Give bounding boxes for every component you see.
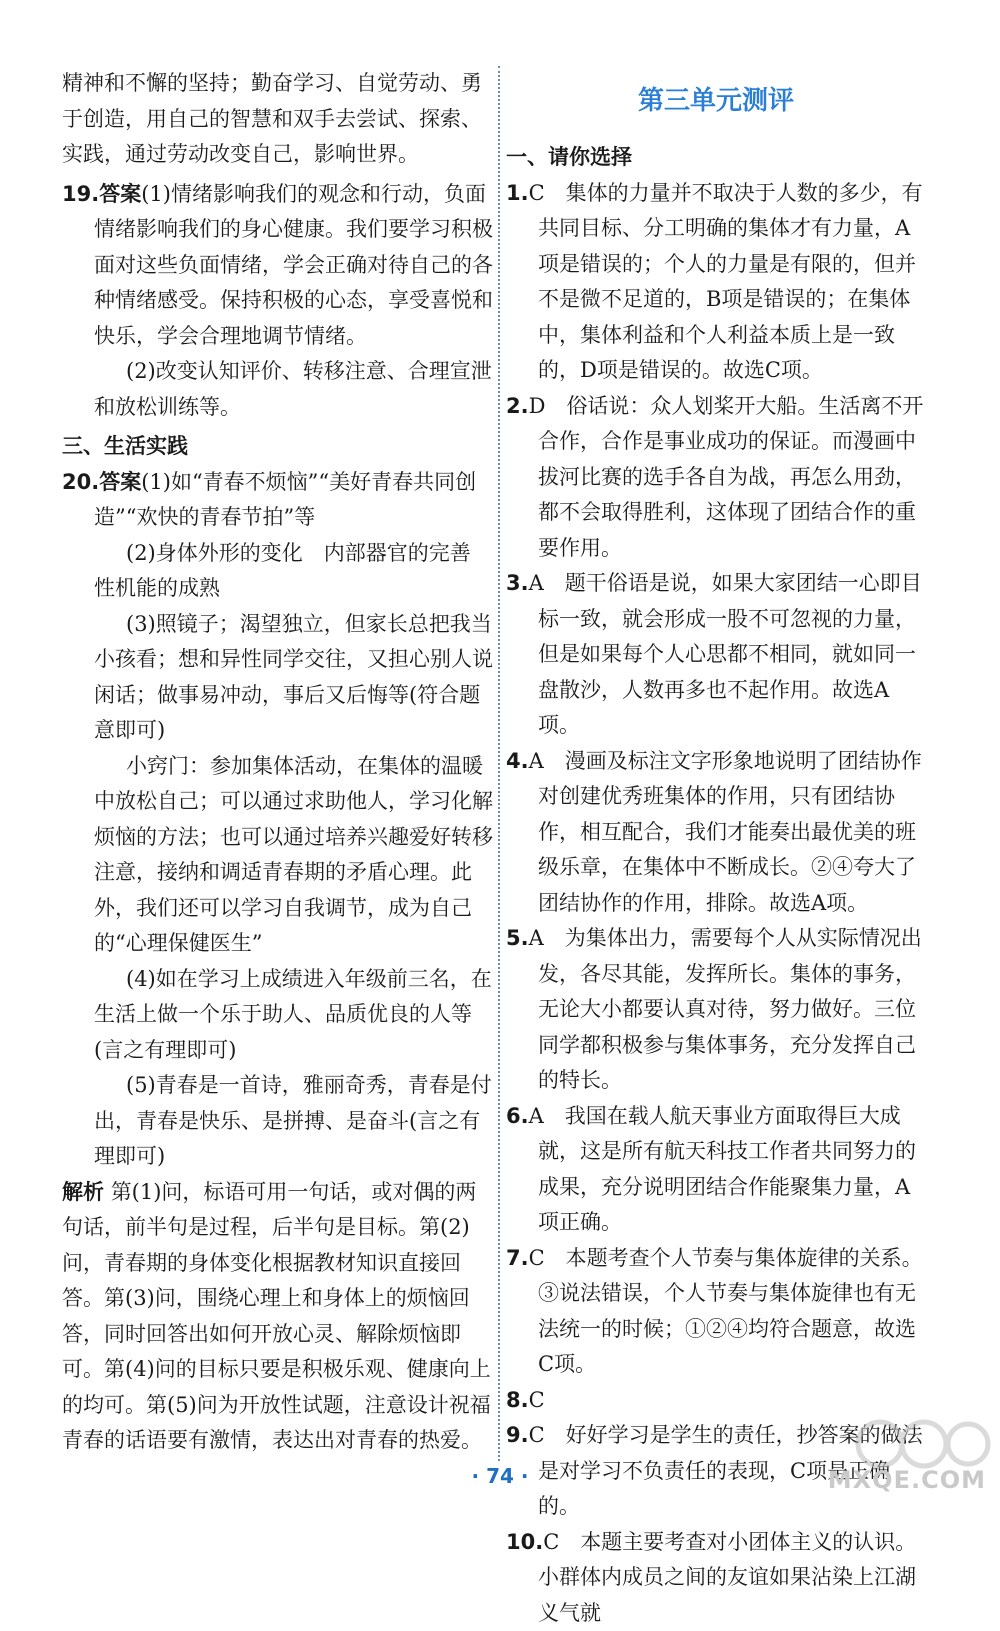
right-column bbox=[506, 66, 926, 1631]
q19-text-1: (1)情绪影响我们的观念和行动，负面情绪影响我们的身心健康。我们要学习积极面对这些负面情绪，学会正确对待自己的各种情绪感受。保持积极的心态，享受喜悦和快乐，学会合理地调节情绪。 bbox=[94, 182, 493, 348]
item-text: 为集体出力，需要每个人从实际情况出发，各尽其能，发挥所长。集体的事务，无论大小都要认真对待，努力做好。三位同学都积极参与集体事务，充分发挥自己的特长。 bbox=[538, 926, 922, 1092]
item-answer: A bbox=[529, 926, 544, 950]
item-number: 1. bbox=[506, 181, 529, 205]
item-text: 本题考查个人节奏与集体旋律的关系。③说法错误，个人节奏与集体旋律也有无法统一的时候；①②④均符合题意，故选C项。 bbox=[538, 1246, 923, 1377]
q20-answer-label: 答案 bbox=[99, 470, 141, 494]
watermark-text: MXQE.COM bbox=[828, 1466, 986, 1494]
item-number: 4. bbox=[506, 749, 529, 773]
item-number: 6. bbox=[506, 1104, 529, 1128]
q20-answer-p1 bbox=[62, 465, 494, 536]
item-answer: C bbox=[529, 1388, 545, 1412]
q19-answer-p2: (2)改变认知评价、转移注意、合理宣泄和放松训练等。 bbox=[62, 354, 494, 425]
answer-item bbox=[506, 921, 926, 1099]
q20-analysis bbox=[62, 1175, 494, 1459]
q20-text-1: (1)如“青春不烦恼”“美好青春共同创造”“欢快的青春节拍”等 bbox=[94, 470, 476, 530]
q20-answer-p2: (2)身体外形的变化 内部器官的完善 性机能的成熟 bbox=[62, 536, 494, 607]
item-number: 10. bbox=[506, 1530, 543, 1554]
item-answer: A bbox=[529, 749, 544, 773]
item-text: 好好学习是学生的责任，抄答案的做法是对学习不负责任的表现，C项是正确的。 bbox=[538, 1423, 923, 1518]
item-text: 本题主要考查对小团体主义的认识。小群体内成员之间的友谊如果沾染上江湖义气就 bbox=[538, 1530, 916, 1625]
continued-paragraph: 精神和不懈的坚持；勤奋学习、自觉劳动、勇于创造，用自己的智慧和双手去尝试、探索、实践，通过劳动改变自己，影响世界。 bbox=[62, 66, 494, 173]
item-text: 集体的力量并不取决于人数的多少，有共同目标、分工明确的集体才有力量，A项是错误的；个人的力量是有限的，但并不是微不足道的，B项是错误的；在集体中，集体利益和个人利益本质上是一致的，D项是错误的。故选C项。 bbox=[538, 181, 923, 383]
answer-item bbox=[506, 744, 926, 922]
q20-answer-p4: 小窍门：参加集体活动，在集体的温暖中放松自己；可以通过求助他人，学习化解烦恼的方法；也可以通过培养兴趣爱好转移注意，接纳和调适青春期的矛盾心理。此外，我们还可以学习自我调节，成为自己的“心理保健医生” bbox=[62, 749, 494, 962]
question-19 bbox=[62, 177, 494, 426]
answer-item bbox=[506, 1241, 926, 1383]
answer-item bbox=[506, 1525, 926, 1631]
q20-answer-p5: (4)如在学习上成绩进入年级前三名，在生活上做一个乐于助人、品质优良的人等(言之有理即可) bbox=[62, 962, 494, 1069]
item-text: 漫画及标注文字形象地说明了团结协作对创建优秀班集体的作用，只有团结协作，相互配合，我们才能奏出最优美的班级乐章，在集体中不断成长。②④夸大了团结协作的作用，排除。故选A项。 bbox=[538, 749, 922, 915]
section-heading-3: 三、生活实践 bbox=[62, 429, 494, 465]
answer-item bbox=[506, 389, 926, 567]
answer-item bbox=[506, 566, 926, 744]
section-heading-1: 一、请你选择 bbox=[506, 140, 926, 176]
item-number: 3. bbox=[506, 571, 529, 595]
item-number: 7. bbox=[506, 1246, 529, 1270]
item-answer: A bbox=[529, 571, 544, 595]
column-divider bbox=[498, 66, 500, 1461]
item-answer: C bbox=[529, 1423, 545, 1447]
question-20 bbox=[62, 465, 494, 1459]
answer-item bbox=[506, 176, 926, 389]
analysis-label: 解析 bbox=[62, 1180, 104, 1204]
q20-number: 20. bbox=[62, 470, 99, 494]
page-number: · 74 · bbox=[0, 1464, 1000, 1488]
q19-answer-label: 答案 bbox=[99, 182, 141, 206]
q20-answer-p6: (5)青春是一首诗，雅丽奇秀，青春是付出，青春是快乐、是拼搏、是奋斗(言之有理即可) bbox=[62, 1068, 494, 1175]
q19-answer-p1 bbox=[62, 177, 494, 355]
q20-answer-p3: (3)照镜子；渴望独立，但家长总把我当小孩看；想和异性同学交往，又担心别人说闲话；做事易冲动，事后又后悔等(符合题意即可) bbox=[62, 607, 494, 749]
item-text: 题干俗语是说，如果大家团结一心即目标一致，就会形成一股不可忽视的力量，但是如果每个人心思都不相同，就如同一盘散沙，人数再多也不起作用。故选A项。 bbox=[538, 571, 922, 737]
item-answer: C bbox=[543, 1530, 559, 1554]
item-number: 2. bbox=[506, 394, 529, 418]
item-answer: D bbox=[529, 394, 546, 418]
unit-title: 第三单元测评 bbox=[506, 66, 926, 136]
item-number: 8. bbox=[506, 1388, 529, 1412]
left-column bbox=[62, 66, 494, 1459]
item-answer: C bbox=[529, 1246, 545, 1270]
item-answer: C bbox=[529, 181, 545, 205]
q19-number: 19. bbox=[62, 182, 99, 206]
item-text: 我国在载人航天事业方面取得巨大成就，这是所有航天科技工作者共同努力的成果，充分说明团结合作能聚集力量，A项正确。 bbox=[538, 1104, 916, 1235]
item-answer: A bbox=[529, 1104, 544, 1128]
item-number: 5. bbox=[506, 926, 529, 950]
analysis-text: 第(1)问，标语可用一句话，或对偶的两句话，前半句是过程，后半句是目标。第(2)问，青春期的身体变化根据教材知识直接回答。第(3)问，围绕心理上和身体上的烦恼回答，同时回答出如何开放心灵、解除烦恼即可。第(4)问的目标只要是积极乐观、健康向上的均可。第(5)问为开放性试题，注意设计祝福青春的话语要有激情，表达出对青春的热爱。 bbox=[62, 1180, 491, 1453]
item-text: 俗话说：众人划桨开大船。生活离不开合作，合作是事业成功的保证。而漫画中拔河比赛的选手各自为战，再怎么用劲，都不会取得胜利，这体现了团结合作的重要作用。 bbox=[538, 394, 923, 560]
item-number: 9. bbox=[506, 1423, 529, 1447]
answer-item bbox=[506, 1099, 926, 1241]
